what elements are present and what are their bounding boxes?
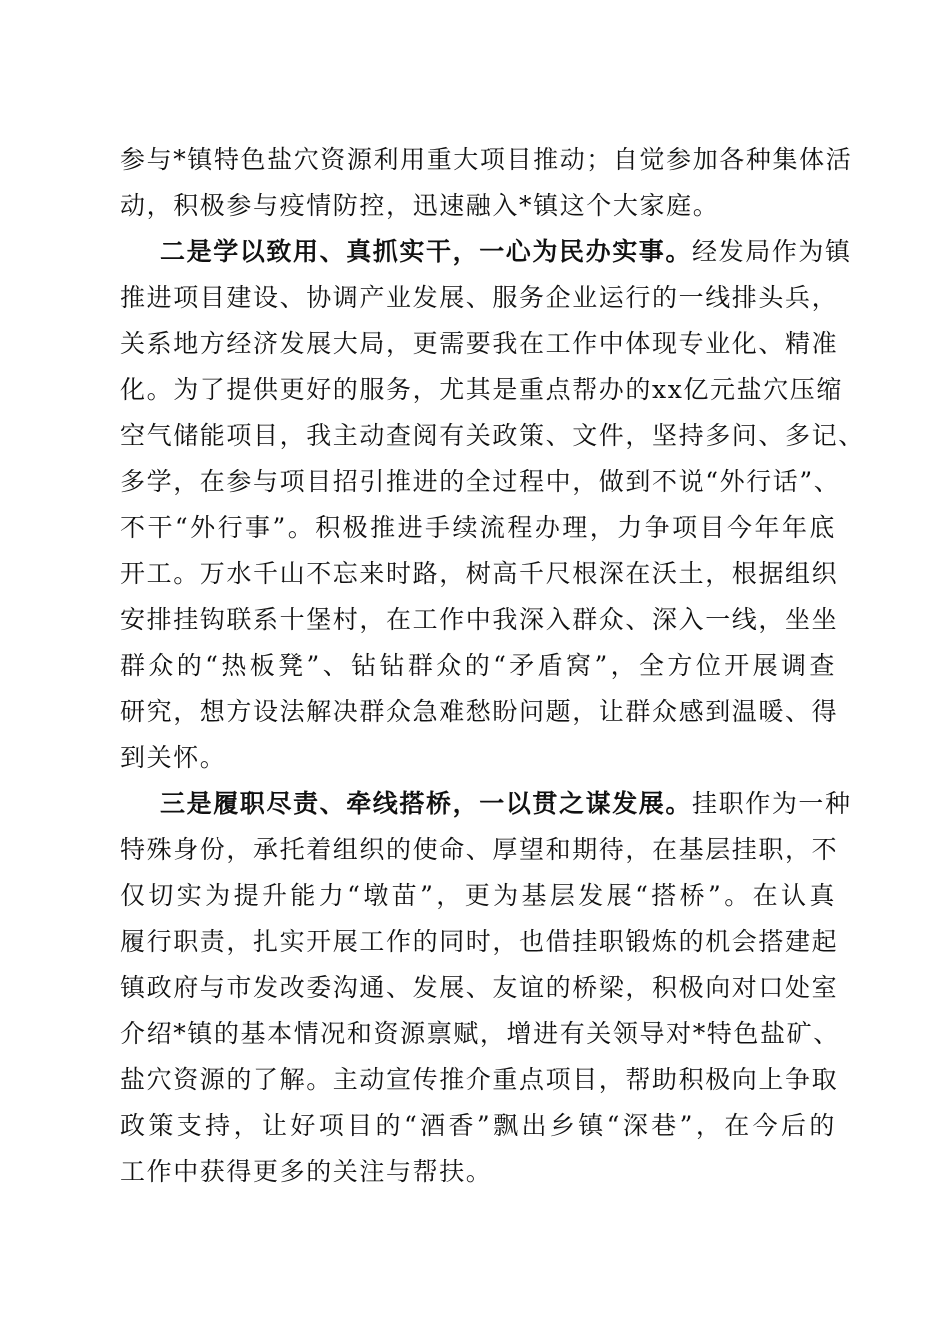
paragraph-line: 化。为了提供更好的服务，尤其是重点帮办的xx亿元盐穴压缩 <box>120 375 844 404</box>
paragraph-first-line <box>160 781 852 827</box>
paragraph-line: 不干“外行事”。积极推进手续流程办理，力争项目今年年底 <box>120 513 836 542</box>
paragraph-text: 经发局作为镇 <box>692 237 852 266</box>
paragraph-line: 盐穴资源的了解。主动宣传推介重点项目，帮助积极向上争取 <box>120 1065 839 1094</box>
paragraph-first-line <box>160 229 852 275</box>
paragraph-line: 政策支持，让好项目的“酒香”飘出乡镇“深巷”，在今后的 <box>120 1111 836 1140</box>
paragraph-line: 开工。万水千山不忘来时路，树高千尺根深在沃土，根据组织 <box>120 559 839 588</box>
paragraph-line: 到关怀。 <box>120 743 227 772</box>
paragraph-heading: 三是履职尽责、牵线搭桥，一以贯之谋发展。 <box>160 789 693 818</box>
paragraph-line: 履行职责，扎实开展工作的同时，也借挂职锻炼的机会搭建起 <box>120 927 839 956</box>
paragraph-line: 介绍*镇的基本情况和资源禀赋，增进有关领导对*特色盐矿、 <box>120 1019 840 1048</box>
paragraph-line: 群众的“热板凳”、钻钻群众的“矛盾窝”，全方位开展调查 <box>120 651 836 680</box>
paragraph-line: 关系地方经济发展大局，更需要我在工作中体现专业化、精准 <box>120 329 839 358</box>
paragraph-line: 参与*镇特色盐穴资源利用重大项目推动；自觉参加各种集体活 <box>120 145 853 174</box>
paragraph-text: 挂职作为一种 <box>692 789 852 818</box>
paragraph-line: 工作中获得更多的关注与帮扶。 <box>120 1157 493 1186</box>
paragraph-line: 特殊身份，承托着组织的使命、厚望和期待，在基层挂职，不 <box>120 835 839 864</box>
paragraph-line: 动，积极参与疫情防控，迅速融入*镇这个大家庭。 <box>120 191 720 220</box>
paragraph-line: 镇政府与市发改委沟通、发展、友谊的桥梁，积极向对口处室 <box>120 973 839 1002</box>
paragraph-line: 研究，想方设法解决群众急难愁盼问题，让群众感到温暖、得 <box>120 697 839 726</box>
paragraph-line: 多学，在参与项目招引推进的全过程中，做到不说“外行话”、 <box>120 467 841 496</box>
paragraph-line: 仅切实为提升能力“墩苗”，更为基层发展“搭桥”。在认真 <box>120 881 836 910</box>
paragraph-heading: 二是学以致用、真抓实干，一心为民办实事。 <box>160 237 693 266</box>
paragraph-line: 安排挂钩联系十堡村，在工作中我深入群众、深入一线，坐坐 <box>120 605 839 634</box>
paragraph-line: 空气储能项目，我主动查阅有关政策、文件，坚持多问、多记、 <box>120 421 865 450</box>
paragraph-line: 推进项目建设、协调产业发展、服务企业运行的一线排头兵， <box>120 283 839 312</box>
